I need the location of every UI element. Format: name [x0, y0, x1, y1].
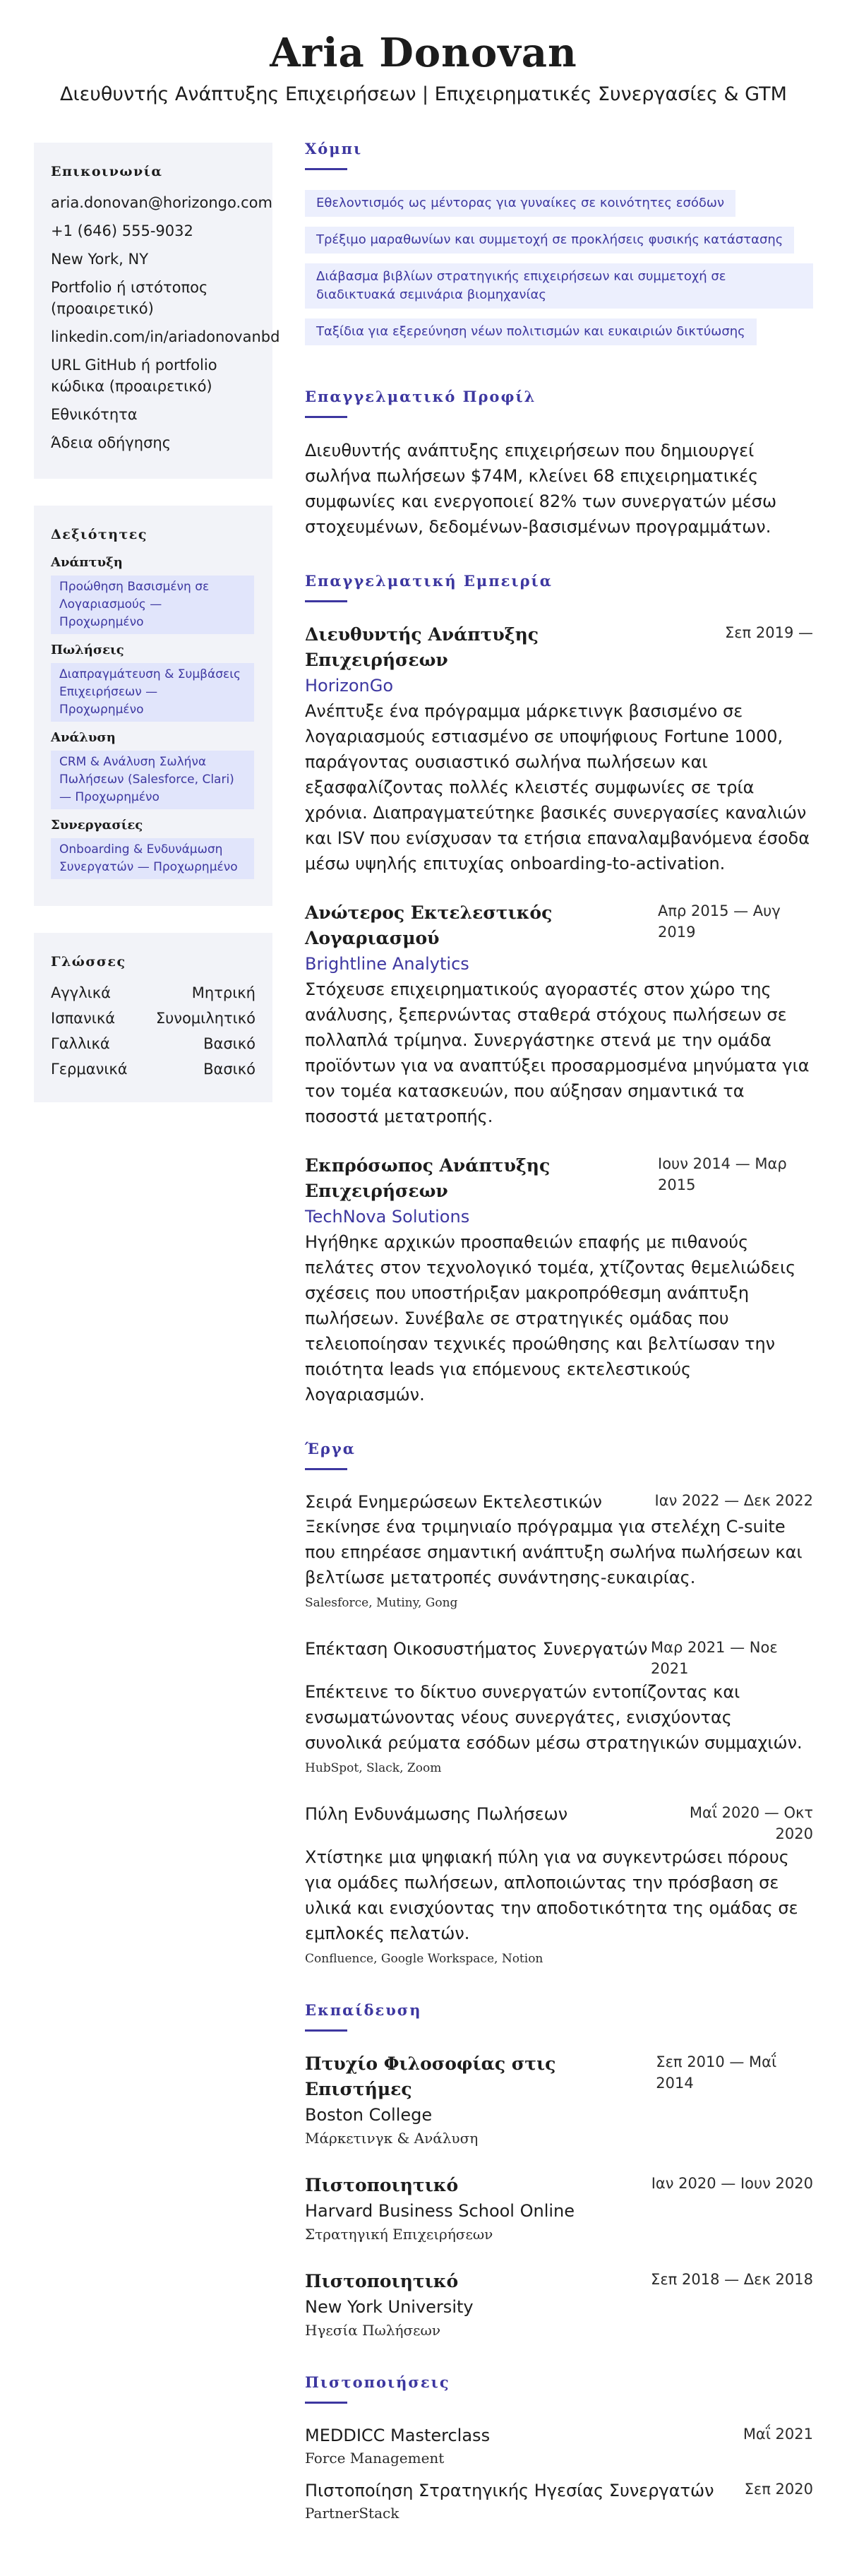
language-name: Ισπανικά: [51, 1010, 116, 1027]
job-description: Ηγήθηκε αρχικών προσπαθειών επαφής με πιθανούς πελάτες στον τεχνολογικό τομέα, χτίζοντας θεμελιώδεις σχέσεις που υποστήριξαν μακροπρόθεσμη ανάπτυξη πωλήσεων. Συνέβαλε σε στρατηγικές ομάδας που τελειοποίησαν τεχνικές προώθησης και βελτίωσαν την ποιότητα leads για επόμενους εκτελεστικούς λογαριασμών.: [305, 1232, 796, 1405]
skill-tag: Διαπραγμάτευση & Συμβάσεις Επιχειρήσεων — Προχωρημένο: [51, 663, 254, 722]
job-title: Ανώτερος Εκτελεστικός Λογαριασμού: [305, 902, 553, 948]
hobby-tag: Τρέξιμο μαραθωνίων και συμμετοχή σε προκλήσεις φυσικής κατάστασης: [305, 227, 794, 254]
section-divider: [305, 168, 347, 170]
profile-text: Διευθυντής ανάπτυξης επιχειρήσεων που δημιουργεί σωλήνα πωλήσεων $74M, κλείνει 68 επιχειρηματικές συμφωνίες και ενεργοποιεί 82% των συνεργατών μέσω στοχευμένων, δεδομένων-βασισμένων προγραμμάτων.: [305, 441, 777, 537]
contact-phone[interactable]: +1 (646) 555-9032: [51, 222, 193, 239]
company-name: TechNova Solutions: [305, 1207, 470, 1227]
projects-section: [305, 1438, 813, 1969]
job-description: Ανέπτυξε ένα πρόγραμμα μάρκετινγκ βασισμένο σε λογαριασμούς εστιασμένο σε υποψήφιους Fortune 1000, παράγοντας ουσιαστικό σωλήνα πωλήσεων και εξασφαλίζοντας πολλές κλειστές συμφωνίες σε τρία χρόνια. Διαπραγματεύτηκε βασικές συνεργασίες καναλιών και ISV που ενίσχυσαν τα ετήσια επαναλαμβανόμενα έσοδα μέσω υψηλής επιτυχίας onboarding-to-activation.: [305, 701, 810, 873]
experience-entry: [305, 622, 813, 876]
job-date: Ιουν 2014 — Μαρ 2015: [658, 1155, 787, 1193]
section-divider: [305, 416, 347, 418]
education-entry: [305, 2051, 813, 2149]
job-description: Στόχευσε επιχειρηματικούς αγοραστές στον χώρο της ανάλυσης, ξεπερνώντας σταθερά στόχους πωλήσεων σε πολλαπλά τρίμηνα. Συνεργάστηκε στενά με την ομάδα προϊόντων για να αναπτύξει προσαρμοσμένα μηνύματα για τον τομέα κατασκευών, που αύξησαν σημαντικά τα ποσοστά μετατροπής.: [305, 979, 810, 1126]
contact-github: URL GitHub ή portfolio κώδικα (προαιρετικό): [51, 357, 217, 395]
experience-entry: [305, 900, 813, 1129]
project-name: Πύλη Ενδυνάμωσης Πωλήσεων: [305, 1804, 568, 1824]
degree-title: Πιστοποιητικό: [305, 2175, 459, 2195]
language-row: [51, 982, 256, 1003]
section-divider: [305, 2029, 347, 2032]
skills-title: Δεξιότητες: [51, 527, 148, 542]
contact-location: New York, NY: [51, 251, 149, 268]
project-tech: Salesforce, Mutiny, Gong: [305, 1596, 458, 1610]
skills-panel: [34, 506, 272, 906]
language-level: Συνομιλητικό: [155, 1010, 256, 1027]
project-description: Επέκτεινε το δίκτυο συνεργατών εντοπίζοντας και ενσωματώνοντας νέους συνεργάτες, ενισχύοντας συνολικά ρεύματα εσόδων μέσω στρατηγικών συμμαχιών.: [305, 1682, 803, 1753]
language-name: Γερμανικά: [51, 1061, 128, 1078]
section-title: Επαγγελματικό Προφίλ: [305, 388, 536, 405]
hobby-tag: Διάβασμα βιβλίων στρατηγικής επιχειρήσεων και συμμετοχή σε διαδικτυακά σεμινάρια βιομηχανίας: [305, 263, 813, 309]
profile-section: [305, 386, 813, 539]
section-divider: [305, 600, 347, 602]
education-date: Σεπ 2010 — Μαΐ 2014: [656, 2053, 777, 2092]
education-entry: [305, 2269, 813, 2341]
candidate-headline: Διευθυντής Ανάπτυξης Επιχειρήσεων | Επιχειρηματικές Συνεργασίες & GTM: [60, 83, 787, 105]
candidate-name: Aria Donovan: [270, 30, 577, 76]
resume-header: [0, 28, 847, 109]
skill-group-title: Ανάπτυξη: [51, 555, 123, 570]
job-date: Απρ 2015 — Αυγ 2019: [658, 902, 781, 941]
hobby-tag: Εθελοντισμός ως μέντορας για γυναίκες σε κοινότητες εσόδων: [305, 190, 735, 217]
company-name: Brightline Analytics: [305, 954, 469, 974]
project-entry: [305, 1490, 813, 1613]
languages-panel: [34, 933, 272, 1102]
certification-entry: [305, 2479, 813, 2524]
language-row: [51, 1059, 256, 1080]
project-date: Μαΐ 2020 — Οκτ 2020: [689, 1804, 813, 1842]
job-title: Εκπρόσωπος Ανάπτυξης Επιχειρήσεων: [305, 1155, 551, 1201]
job-title: Διευθυντής Ανάπτυξης Επιχειρήσεων: [305, 624, 539, 670]
skill-tag: Προώθηση Βασισμένη σε Λογαριασμούς — Προχωρημένο: [51, 576, 254, 634]
skill-group-title: Πωλήσεις: [51, 643, 124, 657]
certification-date: Σεπ 2020: [744, 2481, 813, 2498]
certification-issuer: Force Management: [305, 2450, 445, 2467]
contact-linkedin[interactable]: linkedin.com/in/ariadonovanbd: [51, 328, 280, 345]
language-row: [51, 1033, 256, 1054]
school-name: New York University: [305, 2297, 474, 2317]
education-section: [305, 2000, 813, 2341]
certification-name: Πιστοποίηση Στρατηγικής Ηγεσίας Συνεργατών: [305, 2481, 714, 2500]
skill-tag: CRM & Ανάλυση Σωλήνα Πωλήσεων (Salesforce, Clari) — Προχωρημένο: [51, 751, 254, 809]
skill-tag: Onboarding & Ενδυνάμωση Συνεργατών — Προχωρημένο: [51, 838, 254, 879]
education-entry: [305, 2173, 813, 2245]
project-date: Ιαν 2022 — Δεκ 2022: [654, 1492, 813, 1509]
main-column: [305, 138, 813, 2555]
skill-group-title: Ανάλυση: [51, 730, 116, 745]
company-name: HorizonGo: [305, 676, 394, 696]
certification-issuer: PartnerStack: [305, 2505, 400, 2522]
contact-panel: [34, 143, 280, 479]
contact-nationality: Εθνικότητα: [51, 406, 138, 423]
hobbies-section: [305, 138, 813, 355]
experience-entry: [305, 1153, 813, 1407]
contact-driving-license: Άδεια οδήγησης: [51, 434, 172, 451]
certifications-section: [305, 2372, 813, 2524]
experience-section: [305, 571, 813, 1407]
language-level: Βασικό: [203, 1035, 256, 1052]
degree-title: Πτυχίο Φιλοσοφίας στις Επιστήμες: [305, 2053, 556, 2099]
language-level: Μητρική: [191, 984, 256, 1001]
certification-date: Μαΐ 2021: [743, 2426, 813, 2443]
education-date: Σεπ 2018 — Δεκ 2018: [651, 2271, 813, 2288]
project-tech: Confluence, Google Workspace, Notion: [305, 1952, 543, 1966]
project-tech: HubSpot, Slack, Zoom: [305, 1761, 442, 1775]
section-title: Έργα: [305, 1440, 356, 1457]
field-of-study: Μάρκετινγκ & Ανάλυση: [305, 2130, 479, 2147]
project-entry: [305, 1802, 813, 1969]
project-entry: [305, 1637, 813, 1778]
section-title: Επαγγελματική Εμπειρία: [305, 572, 553, 590]
language-name: Αγγλικά: [51, 984, 111, 1001]
section-divider: [305, 1468, 347, 1470]
project-description: Ξεκίνησε ένα τριμηνιαίο πρόγραμμα για στελέχη C-suite που επηρέασε σημαντική ανάπτυξη σωλήνα πωλήσεων και βελτίωσε μετατροπές συνάντησης-ευκαιρίας.: [305, 1517, 803, 1587]
hobby-tag: Ταξίδια για εξερεύνηση νέων πολιτισμών και ευκαιριών δικτύωσης: [305, 318, 757, 345]
languages-title: Γλώσσες: [51, 954, 126, 970]
section-title: Χόμπι: [305, 140, 363, 157]
contact-portfolio: Portfolio ή ιστότοπος (προαιρετικό): [51, 279, 208, 317]
project-date: Μαρ 2021 — Νοε 2021: [651, 1639, 778, 1677]
skill-group-title: Συνεργασίες: [51, 818, 143, 833]
certification-entry: [305, 2423, 813, 2469]
school-name: Boston College: [305, 2105, 433, 2125]
degree-title: Πιστοποιητικό: [305, 2271, 459, 2291]
certification-name: MEDDICC Masterclass: [305, 2426, 491, 2445]
sidebar: [34, 143, 280, 1129]
project-name: Επέκταση Οικοσυστήματος Συνεργατών: [305, 1639, 648, 1659]
job-date: Σεπ 2019 —: [724, 624, 813, 641]
project-name: Σειρά Ενημερώσεων Εκτελεστικών: [305, 1492, 602, 1512]
section-title: Πιστοποιήσεις: [305, 2373, 450, 2391]
language-row: [51, 1008, 256, 1029]
contact-email[interactable]: aria.donovan@horizongo.com: [51, 194, 272, 211]
section-title: Εκπαίδευση: [305, 2001, 422, 2019]
contact-title: Επικοινωνία: [51, 164, 163, 179]
language-name: Γαλλικά: [51, 1035, 110, 1052]
education-date: Ιαν 2020 — Ιουν 2020: [651, 2175, 813, 2192]
language-level: Βασικό: [203, 1061, 256, 1078]
project-description: Χτίστηκε μια ψηφιακή πύλη για να συγκεντρώσει πόρους για ομάδες πωλήσεων, απλοποιώντας την πρόσβαση σε υλικά και ενισχύοντας την αποδοτικότητα της ομάδας σε εμπλοκές πελατών.: [305, 1847, 798, 1943]
school-name: Harvard Business School Online: [305, 2201, 575, 2221]
section-divider: [305, 2402, 347, 2404]
field-of-study: Στρατηγική Επιχειρήσεων: [305, 2226, 493, 2243]
field-of-study: Ηγεσία Πωλήσεων: [305, 2322, 441, 2339]
